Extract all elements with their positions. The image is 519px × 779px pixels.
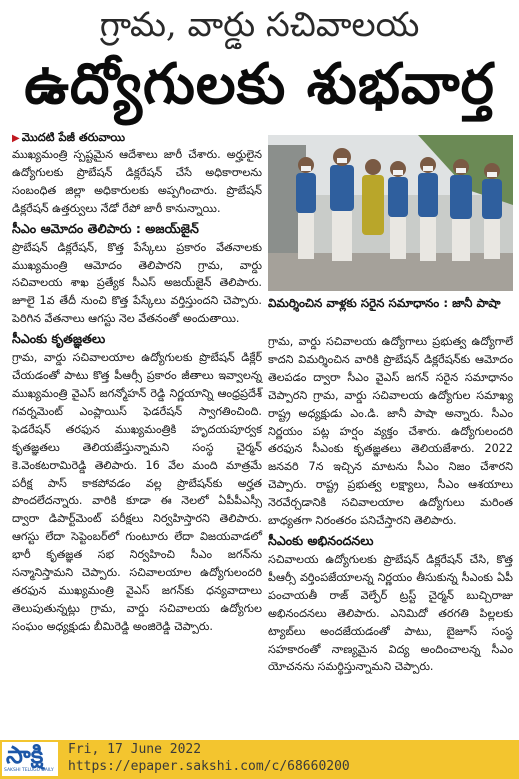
- epaper-link[interactable]: https://epaper.sakshi.com/c/68660200: [68, 759, 350, 774]
- article-paragraph: గ్రామ, వార్డు సచివాలయ ఉద్యోగాలు ప్రభుత్వ ఉద్యోగాలే కాదని విమర్శించిన వారికి ప్రొబేషన్ డిక్లరేషన్‌కు ఆమోదం తెలపడం ద్వారా సీఎం వైఎస్ జగన్ సరైన సమాధానం చెప్పారని గ్రామ, వార్డు సచివాలయ ఉద్యోగుల సమాఖ్య రాష్ట్ర అధ్యక్షుడు ఎం.డి. జానీ పాషా అన్నారు. సీఎం నిర్ణయం పట్ల హర్షం వ్యక్తం చేశారు. ఉద్యోగులందరి తరఫున సీఎంకు కృతజ్ఞతలు తెలియజేశారు. 2022 జనవరి 7న ఇచ్చిన మాటను సీఎం నిజం చేశారని చెప్పారు. రాష్ట్ర ప్రభుత్వ లక్ష్యాలు, సీఎం ఆశయాలు నెరవేర్చడానికి సచివాలయాల ఉద్యోగులు మరింత బాధ్యతగా నిరంతరం పనిచేస్తారని తెలిపారు.: [268, 335, 513, 528]
- triangle-bullet-icon: ▶: [12, 133, 20, 144]
- employees-walking-illustration: [268, 135, 513, 291]
- headline-line-2: ఉద్యోగులకు శుభవార్త: [24, 52, 495, 117]
- right-column: [268, 333, 513, 676]
- logo-wordmark: సాక్షి: [6, 741, 44, 769]
- article-paragraph: సచివాలయ ఉద్యోగులకు ప్రొబేషన్ డిక్లరేషన్ చేసి, కొత్త పీఆర్సీ వర్తింపజేయాలన్న నిర్ణయం తీసుకున్న సీఎంకు ఏపీ పంచాయతీ రాజ్ వెల్ఫేర్ ట్రస్ట్ చైర్మన్ బుచ్చిరాజు అభినందనలు తెలిపారు. ఎనిమిదో తరగతి పిల్లలకు ట్యాబ్‌లు అందజేయడంతో పాటు, బైజూస్ సంస్థ సహకారంతో నాణ్యమైన విద్య అందించాలన్న సీఎం యోచనను సమర్థిస్తున్నామని చెప్పారు.: [268, 552, 513, 674]
- headline-line-1: గ్రామ, వార్డు సచివాలయ: [99, 5, 420, 45]
- photo-caption: విమర్శించిన వాళ్లకు సరైన సమాధానం : జానీ పాషా: [268, 296, 501, 310]
- left-column: [12, 146, 262, 636]
- continuation-kicker: [12, 130, 125, 146]
- subheading: సీఎంకు కృతజ్ఞతలు: [12, 331, 106, 347]
- article-paragraph: ప్రొబేషన్ డిక్లరేషన్, కొత్త పేస్కేలు ప్రకారం వేతనాలకు ముఖ్యమంత్రి ఆమోదం తెలిపారని గ్రామ, వార్డు సచివాలయ శాఖ ప్రత్యేక సీఎస్ అజయ్‌జైన్ తెలిపారు. జూలై 1వ తేదీ నుంచి కొత్త పేస్కేలు వర్తిస్తుందని చెప్పారు. పెరిగిన వేతనాలు ఆగస్టు నెల వేతనంతో అందుతాయి.: [12, 240, 262, 326]
- kicker-label: మొదటి పేజీ తరువాయి: [21, 130, 126, 144]
- sakshi-logo: [2, 742, 58, 776]
- article-paragraph: ముఖ్యమంత్రి స్పష్టమైన ఆదేశాలు జారీ చేశారు. అర్హులైన ఉద్యోగులకు ప్రొబేషన్ డిక్లరేషన్ చేసే అధికారాలను సంబంధిత జిల్లా అధికారులకు అప్పగించారు. ప్రొబేషన్ డిక్లరేషన్ ఉత్తర్వులు నేడో రేపో జారీ కానున్నాయి.: [12, 148, 262, 215]
- subheading: సీఎం ఆమోదం తెలిపారు : అజయ్‌జైన్: [12, 220, 199, 236]
- subheading: సీఎంకు అభినందనలు: [268, 532, 374, 548]
- publication-date: Fri, 17 June 2022: [68, 742, 202, 757]
- logo-subtitle: SAKSHI TELUGU DAILY: [4, 768, 54, 773]
- article-paragraph: గ్రామ, వార్డు సచివాలయాల ఉద్యోగులకు ప్రొబేషన్ డిక్లేర్ చేయడంతో పాటు కొత్త పీఆర్సీ ప్రకారం జీతాలు ఇవ్వాలన్న ముఖ్యమంత్రి వైఎస్ జగన్మోహన్ రెడ్డి నిర్ణయాన్ని ఆంధ్రప్రదేశ్ గవర్నమెంట్ ఎంప్లాయిస్ ఫెడరేషన్ స్వాగతించింది. ఫెడరేషన్ తరఫున ముఖ్యమంత్రికి హృదయపూర్వక కృతజ్ఞతలు తెలియజేస్తున్నామని సంస్థ చైర్మన్ కె.వెంకటరామిరెడ్డి తెలిపారు. 16 వేల మంది మాత్రమే పరీక్ష పాస్ కాకపోవడం వల్ల ప్రొబేషన్‌కు అర్హత పొందలేదన్నారు. వారికి కూడా ఈ నెలలో ఏపీపీఎస్సీ ద్వారా డిపార్ట్‌మెంట్ పరీక్షలు నిర్వహిస్తారని తెలిపారు. ఆగస్టు లేదా సెప్టెంబర్‌లో గుంటూరు లేదా విజయవాడలో భారీ కృతజ్ఞత సభ నిర్వహించి సీఎం జగన్‌ను సన్మానిస్తామని చెప్పారు. సచివాలయాల ఉద్యోగులందరి తరఫున ముఖ్యమంత్రి వైఎస్ జగన్‌కు ధన్యవాదాలు తెలుపుతున్నట్లు గ్రామ, వార్డు సచివాలయ ఉద్యోగుల సంఘం అధ్యక్షుడు బీమిరెడ్డి అంజిరెడ్డి చెప్పారు.: [12, 351, 262, 633]
- news-photo: [268, 135, 513, 291]
